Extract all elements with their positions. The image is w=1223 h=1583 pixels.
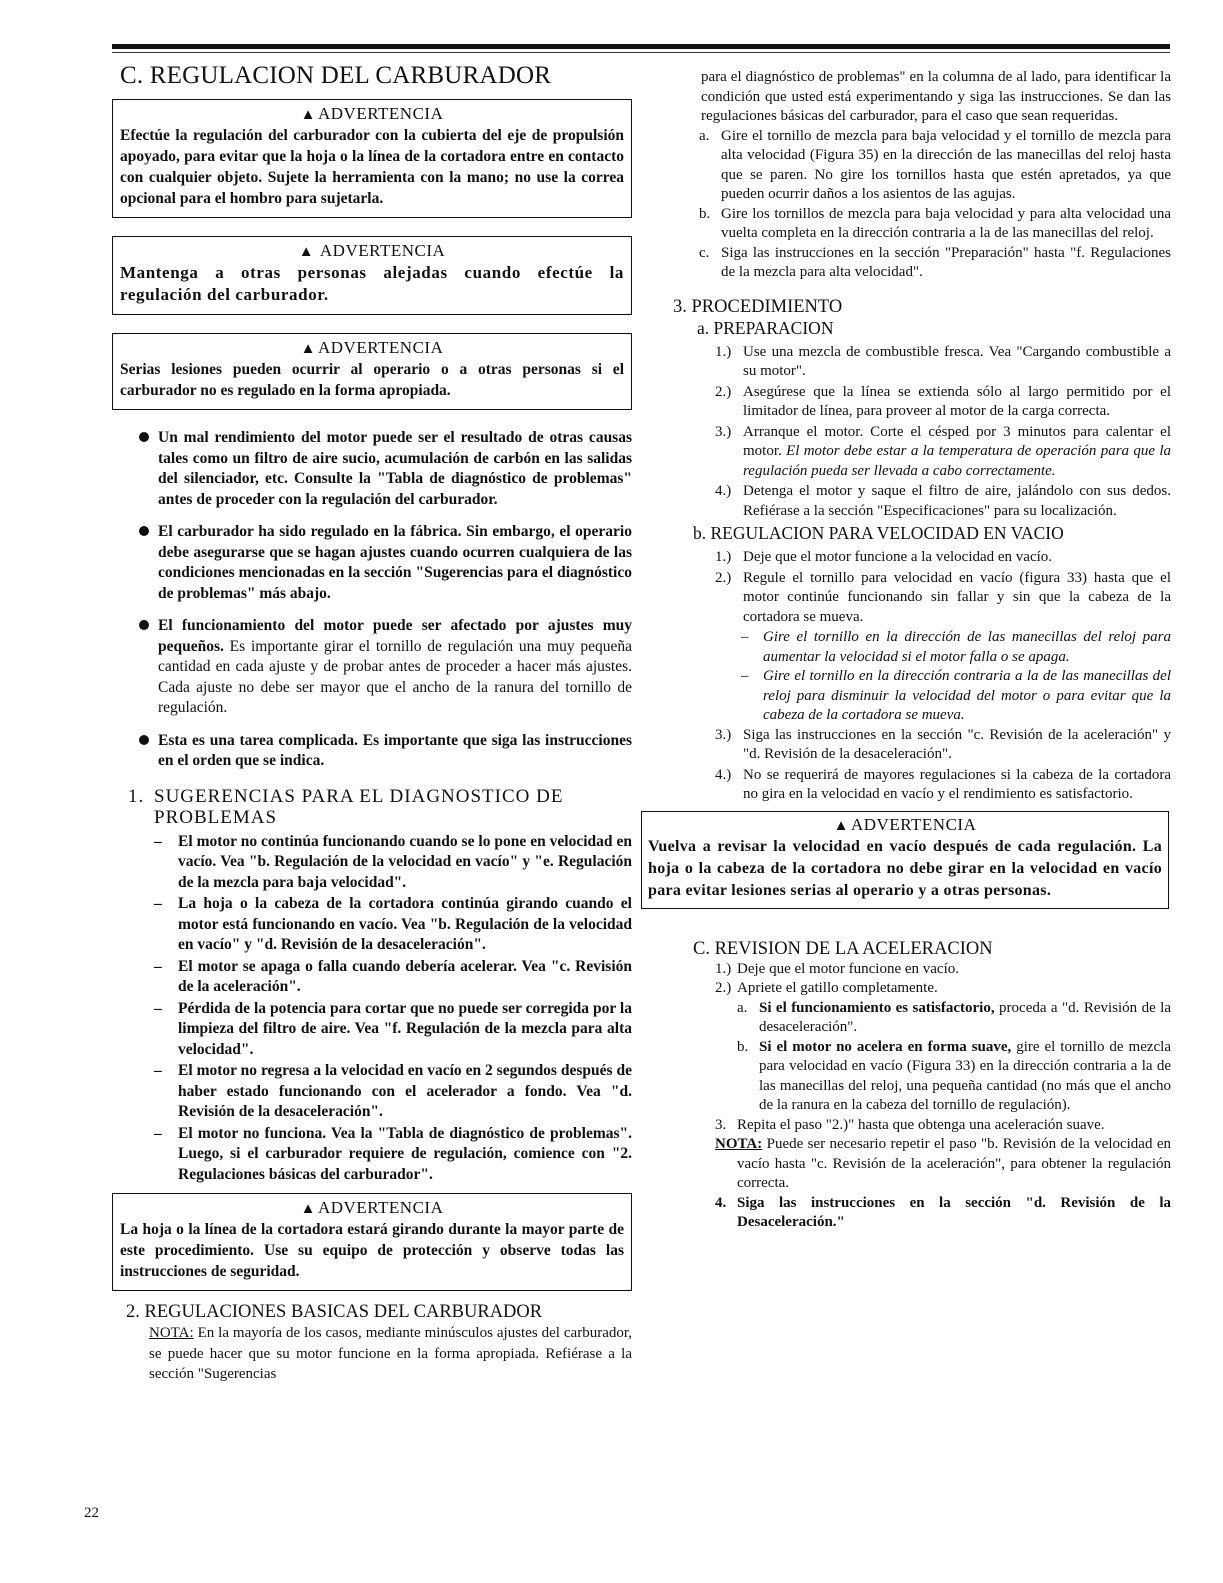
warning-triangle-icon: ▲ bbox=[300, 1201, 316, 1217]
bullet-item: El funcionamiento del motor puede ser afectado por ajustes muy pequeños. Es importante girar el tornillo de regulación una muy pequeña cantidad en cada ajuste y de probar antes de proceder a hacer más ajustes. Cada ajuste no debe ser mayor que el ancho de la ranura del tornillo de regulación. bbox=[112, 616, 632, 719]
idle-dash-list bbox=[641, 628, 1171, 726]
page-number: 22 bbox=[84, 1505, 99, 1521]
list-item: – El motor no regresa a la velocidad en vacío en 2 segundos después de haber estado funcionando con el acelerador a fondo. Vea "d. Revisión de la desaceleración". bbox=[154, 1062, 632, 1120]
list-item: – Gire el tornillo en la dirección contraria a la de las manecillas del reloj para disminuir la velocidad del motor o para evitar que la cabeza de la cortadora se mueva. bbox=[741, 668, 1171, 723]
list-item: 3.) Arranque el motor. Corte el césped por 3 minutos para calentar el motor. El motor debe estar a la temperatura de operación para que la regulación pueda ser llevada a cabo correctamente. bbox=[715, 423, 1171, 479]
list-item: 3.) Siga las instrucciones en la sección "c. Revisión de la aceleración" y "d. Revisión de la desaceleración". bbox=[715, 726, 1171, 762]
warning-heading: ▲ ADVERTENCIA bbox=[300, 1198, 444, 1217]
list-item: 2.) Regule el tornillo para velocidad en vacío (figura 33) hasta que el motor continúe funcionando sin fallar y sin que la cabeza de la cortadora se mueva. bbox=[715, 569, 1171, 625]
continued-paragraph: para el diagnóstico de problemas" en la columna de al lado, para identificar la condición que usted está experimentando y siga las instrucciones. Se dan las regulaciones básicas del carburador, para el caso que sean requeridas. bbox=[701, 69, 1171, 124]
symptom-list bbox=[112, 832, 632, 1186]
top-rule bbox=[112, 44, 1170, 49]
list-item: – El motor se apaga o falla cuando debería acelerar. Vea "c. Revisión de la aceleración". bbox=[154, 957, 632, 995]
warning-heading: ▲ ADVERTENCIA bbox=[300, 338, 444, 357]
list-item: 3. Repita el paso "2.)" hasta que obtenga una aceleración suave. bbox=[715, 1116, 1105, 1133]
warning-text: Mantenga a otras personas alejadas cuando efectúe la regulación del carburador. bbox=[120, 263, 624, 304]
warning-heading: ▲ ADVERTENCIA bbox=[298, 241, 446, 260]
idle-title: b. REGULACION PARA VELOCIDAD EN VACIO bbox=[693, 523, 1064, 543]
subsection-title-2: 2. REGULACIONES BASICAS DEL CARBURADOR bbox=[126, 1302, 543, 1322]
list-item: – La hoja o la cabeza de la cortadora continúa girando cuando el motor está funcionando en vacío. Vea "b. Regulación de la velocidad en vacío" y "d. Revisión de la desaceleración". bbox=[154, 895, 632, 953]
idle-steps-2 bbox=[641, 726, 1171, 805]
list-item: b. Gire los tornillos de mezcla para baja velocidad y para alta velocidad una vuelta completa en la dirección contraria a la de las manecillas del reloj. bbox=[699, 205, 1171, 241]
warning-text: Efectúe la regulación del carburador con la cubierta del eje de propulsión apoyado, para evitar que la hoja o la línea de la cortadora entre en contacto con cualquier objeto. Sujete la herramienta con la mano; no use la correa opcional para el hombro para sujetarla. bbox=[120, 127, 624, 207]
warning-box-3 bbox=[112, 333, 632, 410]
list-item: – Pérdida de la potencia para cortar que no puede ser corregida por la limpieza del filtro de aire. Vea "f. Regulación de la mezcla para alta velocidad". bbox=[154, 999, 632, 1058]
acceleration-steps bbox=[641, 960, 1171, 1136]
warning-text: La hoja o la línea de la cortadora estará girando durante la mayor parte de este procedimiento. Use su equipo de protección y observe todas las instrucciones de seguridad. bbox=[120, 1221, 624, 1280]
list-item: 4.) Detenga el motor y saque el filtro de aire, jalándolo con sus dedos. Refiérase a la sección "Especificaciones" para su localización. bbox=[715, 483, 1171, 519]
list-item: 1.) Deje que el motor funcione en vacío. bbox=[715, 960, 959, 977]
section-title: C. REGULACION DEL CARBURADOR bbox=[120, 62, 552, 89]
list-item: – Gire el tornillo en la dirección de las manecillas del reloj para aumentar la velocidad si el motor falla o se apaga. bbox=[741, 629, 1171, 665]
list-item: 4. Siga las instrucciones en la sección "d. Revisión de la Desaceleración." bbox=[715, 1194, 1171, 1230]
list-item: 2.) Asegúrese que la línea se extienda sólo al largo permitido por el limitador de línea, para proveer al motor de la carga correcta. bbox=[715, 383, 1171, 419]
note-paragraph: NOTA: En la mayoría de los casos, mediante minúsculos ajustes del carburador, se puede hacer que su motor funcione en la forma apropiada. Refiérase a la sección "Sugerencias bbox=[149, 1325, 632, 1382]
acceleration-title: C. REVISION DE LA ACELERACION bbox=[693, 938, 993, 959]
bullet-icon bbox=[139, 620, 149, 630]
subsection-title-1: 1. SUGERENCIAS PARA EL DIAGNOSTICO DE PROBLEMAS bbox=[128, 785, 564, 828]
basic-steps-list bbox=[641, 127, 1171, 283]
bullet-item: Un mal rendimiento del motor puede ser el resultado de otras causas tales como un filtro de aire sucio, acumulación de carbón en las salidas del silenciador, etc. Consulte la "Tabla de diagnóstico de problemas" antes de proceder con la regulación del carburador. bbox=[112, 428, 632, 510]
idle-steps bbox=[641, 548, 1171, 627]
bullet-icon bbox=[139, 526, 149, 536]
warning-box-2 bbox=[112, 236, 632, 315]
warning-triangle-icon: ▲ bbox=[298, 244, 315, 260]
warning-box-1 bbox=[112, 99, 632, 218]
top-rule-thin bbox=[112, 52, 1170, 53]
acceleration-steps-2 bbox=[641, 1194, 1171, 1233]
bullet-list bbox=[112, 428, 632, 772]
list-item: – El motor no continúa funcionando cuando se lo pone en velocidad en vacío. Vea "b. Regulación de la velocidad en vacío" y "e. Regulación de la mezcla para baja velocidad". bbox=[154, 832, 632, 891]
list-item: a. Gire el tornillo de mezcla para baja velocidad y el tornillo de mezcla para alta velocidad (Figura 35) en la dirección de las manecillas del reloj hasta que se paren. No gire los tornillos hasta que estén apretados, ya que pueden ocurrir daños a los asientos de las agujas. bbox=[699, 127, 1171, 202]
list-item: 1.) Use una mezcla de combustible fresca. Vea "Cargando combustible a su motor". bbox=[715, 343, 1171, 379]
list-item: 1.) Deje que el motor funcione a la velocidad en vacío. bbox=[715, 549, 1053, 565]
warning-heading: ▲ ADVERTENCIA bbox=[833, 814, 977, 834]
warning-text: Vuelva a revisar la velocidad en vacío después de cada regulación. La hoja o la cabeza de la cortadora no debe girar en la velocidad en vacío para evitar lesiones serias al operario y a otras personas. bbox=[648, 837, 1162, 899]
warning-triangle-icon: ▲ bbox=[300, 107, 316, 123]
preparation-steps bbox=[641, 343, 1171, 522]
note-paragraph: NOTA: Puede ser necesario repetir el paso "b. Revisión de la velocidad en vacío hasta "c. Revisión de la aceleración", para obtener la regulación correcta. bbox=[715, 1136, 1171, 1191]
bullet-item: Esta es una tarea complicada. Es importante que siga las instrucciones en el orden que se indica. bbox=[112, 731, 632, 772]
warning-box-5 bbox=[641, 811, 1169, 909]
list-item: a. Si el funcionamiento es satisfactorio, proceda a "d. Revisión de la desaceleración". bbox=[737, 999, 1171, 1035]
list-item: 2.) Apriete el gatillo completamente. bbox=[715, 980, 938, 996]
list-item: 4.) No se requerirá de mayores regulaciones si la cabeza de la cortadora no gira en la velocidad en vacío y el rendimiento es satisfactorio. bbox=[715, 766, 1171, 802]
list-item: b. Si el motor no acelera en forma suave, gire el tornillo de mezcla para velocidad en vacío (Figura 33) en la dirección contraria a la de las manecillas del reloj, una pequeña cantidad (no más que el ancho de la ranura en la cabeza del tornillo de regulación). bbox=[737, 1038, 1171, 1113]
preparation-title: a. PREPARACION bbox=[697, 317, 834, 338]
list-item: c. Siga las instrucciones en la sección "Preparación" hasta "f. Regulaciones de la mezcla para alta velocidad". bbox=[699, 244, 1171, 280]
warning-box-4 bbox=[112, 1193, 632, 1291]
warning-triangle-icon: ▲ bbox=[300, 341, 316, 357]
bullet-item: El carburador ha sido regulado en la fábrica. Sin embargo, el operario debe asegurarse que se hagan ajustes cuando ocurren cualquiera de las condiciones mencionadas en la sección "Sugerencias para el diagnóstico de problemas" más abajo. bbox=[112, 522, 632, 604]
warning-heading: ▲ ADVERTENCIA bbox=[300, 104, 444, 123]
list-item: – El motor no funciona. Vea la "Tabla de diagnóstico de problemas". Luego, si el carburador requiere de regulación, comience con "2. Regulaciones básicas del carburador". bbox=[154, 1124, 632, 1183]
warning-text: Serias lesiones pueden ocurrir al operario o a otras personas si el carburador no es regulado en la forma apropiada. bbox=[120, 361, 624, 399]
procedure-title: 3. PROCEDIMIENTO bbox=[673, 296, 843, 317]
left-column bbox=[112, 62, 632, 1385]
warning-triangle-icon: ▲ bbox=[833, 817, 849, 834]
bullet-icon bbox=[139, 735, 149, 745]
right-column bbox=[641, 68, 1171, 1233]
bullet-icon bbox=[139, 432, 149, 442]
